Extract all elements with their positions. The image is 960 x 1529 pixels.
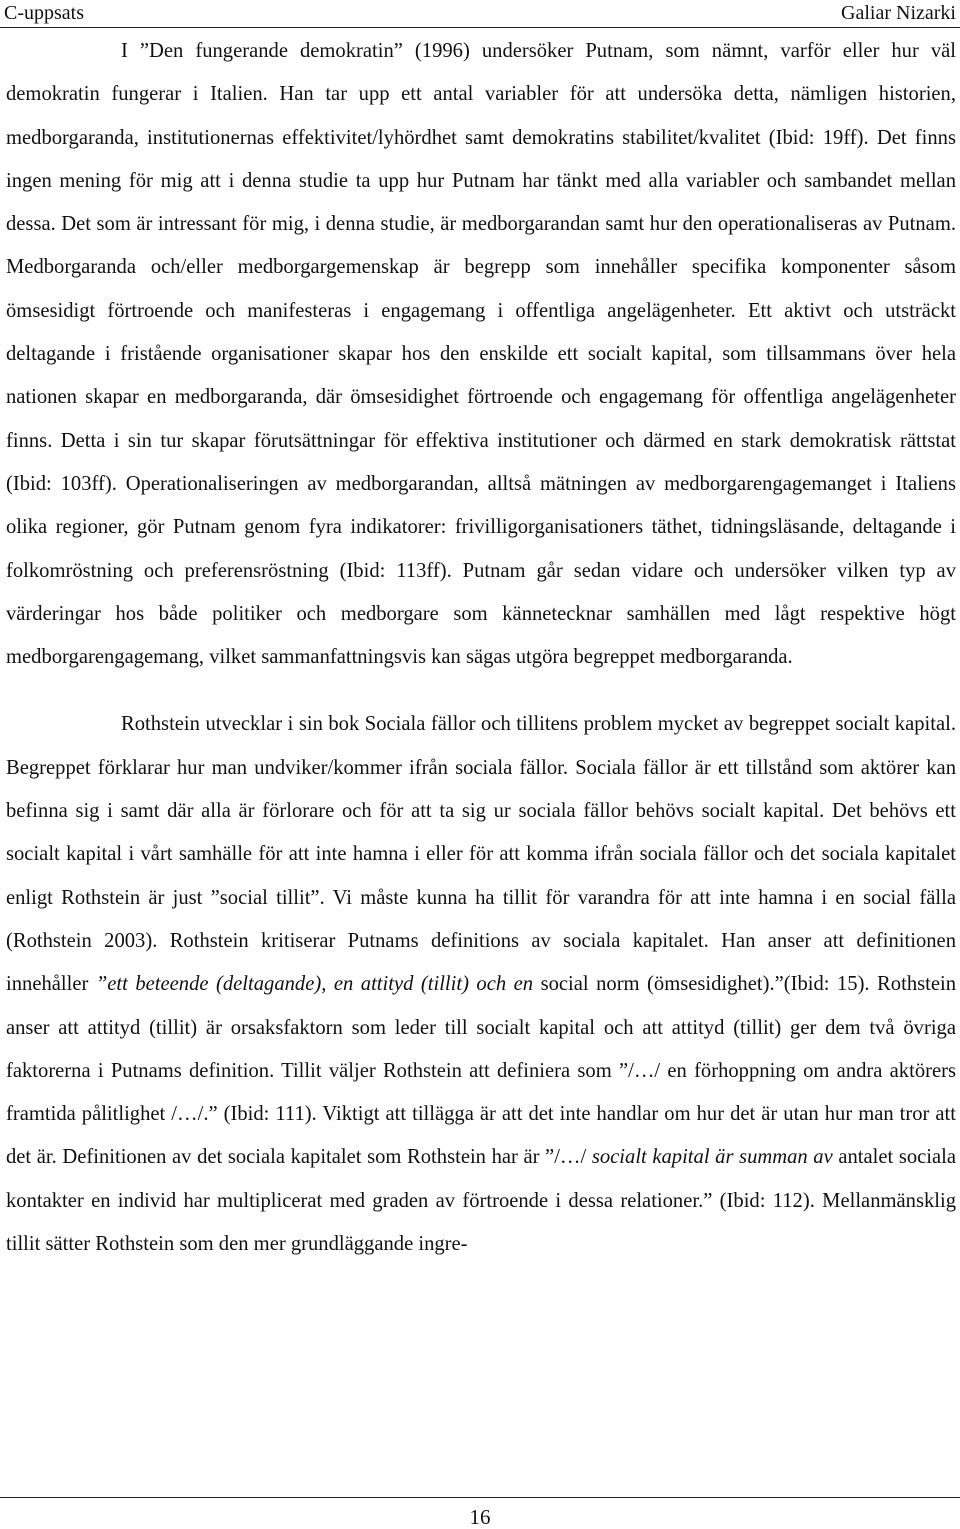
quote-italic: socialt kapital är summan av <box>591 1146 833 1169</box>
quote-italic: ”ett beteende (deltagande), en attityd (tillit) och en <box>95 973 534 996</box>
paragraph-putnam <box>6 30 956 679</box>
footer-divider <box>0 1497 960 1498</box>
paragraph-text: social norm (ömsesidighet).”(Ibid: 15). Rothstein anser att attityd (tillit) är orsaksfaktorn som leder till socialt kapital och att attityd (tillit) ger dem två övriga faktorerna i Putnams definition. Tillit väljer Rothstein att definiera som ”/…/ en förhoppning om andra aktörers framtida pålitlighet /…/.” (Ibid: 111). Viktigt att tillägga är att det inte handlar om hur det är utan hur man tror att det är. Definitionen av det sociala kapitalet som Rothstein har är ”/…/ <box>6 973 957 1169</box>
paragraph-rothstein <box>6 703 956 1266</box>
page-header <box>0 0 960 26</box>
document-body <box>6 30 956 1266</box>
header-author: Galiar Nizarki <box>841 2 956 24</box>
paragraph-text: I ”Den fungerande demokratin” (1996) undersöker Putnam, som nämnt, varför eller hur väl demokratin fungerar i Italien. Han tar upp ett antal variabler för att undersöka detta, nämligen historien, medborgaranda, institutionernas effektivitet/lyhördhet samt demokratins stabilitet/kvalitet (Ibid: 19ff). Det finns ingen mening för mig att i denna studie ta upp hur Putnam har tänkt med alla variabler och sambandet mellan dessa. Det som är intressant för mig, i denna studie, är medborgarandan samt hur den operationaliseras av Putnam. Medborgaranda och/eller medborgargemenskap är begrepp som innehåller specifika komponenter såsom ömsesidigt förtroende och manifesteras i engagemang i offentliga angelägenheter. Ett aktivt och utsträckt deltagande i fristående organisationer skapar hos den enskilde ett socialt kapital, som tillsammans över hela nationen skapar en medborgaranda, där ömsesidighet förtroende och engagemang för offentliga angelägenheter finns. Detta i sin tur skapar förutsättningar för effektiva institutioner och därmed en stark demokratisk rättstat (Ibid: 103ff). Operationaliseringen av medborgarandan, alltså mätningen av medborgarengagemanget i Italiens olika regioner, gör Putnam genom fyra indikatorer: frivilligorganisationers täthet, tidningsläsande, deltagande i folkomröstning och preferensröstning (Ibid: 113ff). Putnam går sedan vidare och undersöker vilken typ av värderingar hos både politiker och medborgare som kännetecknar samhällen med lågt respektive högt medborgarengagemang, vilket sammanfattningsvis kan sägas utgöra begreppet medborgaranda. <box>6 40 956 669</box>
paragraph-text: antalet sociala kontakter en individ har multiplicerat med graden av förtroende i dessa relationer. <box>6 1146 957 1212</box>
paragraph-text: ” (Ibid: 112). Mellanmänsklig tillit sätter Rothstein som den mer grundläggande ingre- <box>6 1189 956 1256</box>
header-document-type: C-uppsats <box>4 2 84 24</box>
page-number: 16 <box>469 1505 491 1529</box>
paragraph-text: Rothstein utvecklar i sin bok Sociala fällor och tillitens problem mycket av begreppet socialt kapital. Begreppet förklarar hur man undviker/kommer ifrån sociala fällor. Sociala fällor är ett tillstånd som aktörer kan befinna sig i samt där alla är förlorare och för att ta sig ur sociala fällor behövs socialt kapital. Det behövs ett socialt kapital i vårt samhälle för att inte hamna i eller för att komma ifrån sociala fällor och det sociala kapitalet enligt Rothstein är just ”social tillit”. Vi måste kunna ha tillit för varandra för att inte hamna i en social fälla (Rothstein 2003). Rothstein kritiserar Putnams definitions av sociala kapitalet. Han anser att definitionen innehåller <box>6 713 956 996</box>
header-divider <box>0 27 960 28</box>
